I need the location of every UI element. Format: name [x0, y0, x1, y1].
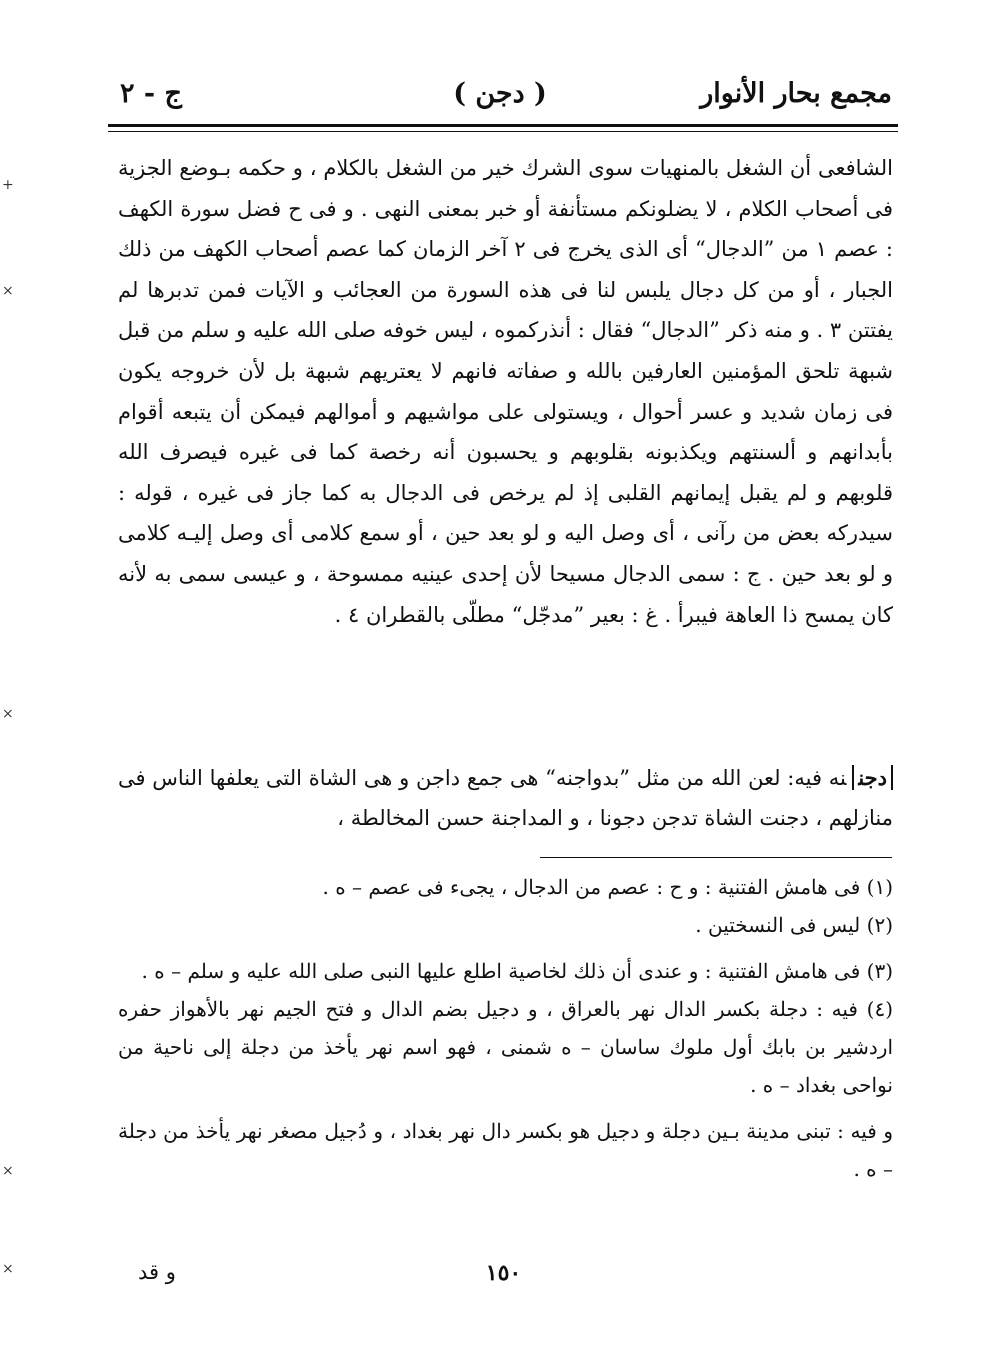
footnote-2: (٢) ليس فى النسختين . — [695, 913, 893, 937]
entry-paragraph — [118, 758, 893, 838]
volume-label: ج - ٢ — [120, 78, 182, 109]
book-title: مجمع بحار الأنوار — [700, 78, 892, 109]
main-paragraph: الشافعى أن الشغل بالمنهيات سوى الشرك خير من الشغل بالكلام ، و حكمه بـوضع الجزية فى أصحاب الكلام ، لا يضلونكم مستأنفة أو خبر بمعنى النهى . و فى ح فضل سورة الكهف : عصم ١ من ”الدجال“ أى الذى يخرج فى ٢ آخر الزمان كما عصم أصحاب الكهف من ذلك الجبار ، أو من كل دجال يلبس لنا فى هذه السورة من العجائب و الآيات فمن تدبرها لم يفتتن ٣ . و منه ذكر ”الدجال“ فقال : أنذركموه ، ليس خوفه صلى الله عليه و سلم من قبل شبهة تلحق المؤمنين العارفين بالله و صفاته فانهم لا يعتريهم شبهة بل لأن خروجه يكون فى زمان شديد و عسر أحوال ، ويستولى على مواشيهم و أموالهم فيمكن أن يتبعه أقوام بأبدانهم و ألسنتهم ويكذبونه بقلوبهم و يحسبون أنه رخصة كما فى غيره فيصرف الله قلوبهم و لم يقبل إيمانهم القلبى إذ لم يرخص فى الدجال به كما جاز فى غيره ، قوله : سيدركه بعض من رآنى ، أى وصل اليه و لو بعد حين ، أو سمع كلامى أى وصل إليـه كلامى و لو بعد حين . ج : سمى الدجال مسيحا لأن إحدى عينيه ممسوحة ، و عيسى سمى به لأنه كان يمسح ذا العاهة فيبرأ . غ : بعير ”مدجّل“ مطلّى بالقطران ٤ . — [118, 156, 893, 627]
footnote-4: (٤) فيه : دجلة بكسر الدال نهر بالعراق ، و دجيل بضم الدال و فتح الجيم نهر بالأهواز حفره اردشير بن بابك أول ملوك ساسان – ه شمنى ، فهو اسم نهر يأخذ من دجلة إلى ناحية من نواحى بغداد – ه . — [118, 997, 893, 1097]
margin-mark: + — [2, 177, 14, 193]
entry-head-word: دجن — [852, 765, 893, 790]
header-rule-thin — [108, 131, 898, 132]
main-text — [118, 148, 893, 635]
footnotes — [118, 868, 893, 1196]
footnote-4-continuation: و فيه : تبنى مدينة بـين دجلة و دجيل هو بكسر دال نهر بغداد ، و دُجيل مصغر نهر يأخذ من دجلة – ه . — [118, 1119, 893, 1181]
dictionary-entry — [118, 758, 893, 838]
catchword: و قد — [138, 1260, 176, 1284]
root-word-heading: ( دجن ) — [453, 78, 547, 109]
running-header — [108, 78, 892, 126]
margin-mark: × — [2, 706, 14, 722]
margin-mark: × — [2, 1163, 14, 1179]
page-number: ١٥٠ — [485, 1260, 522, 1286]
margin-mark: × — [2, 283, 14, 299]
footnote-3: (٣) فى هامش الفتنية : و عندى أن ذلك لخاصية اطلع عليها النبى صلى الله عليه و سلم – ه . — [141, 959, 893, 983]
header-rule-thick — [108, 124, 898, 127]
entry-text: نه فيه: لعن الله من مثل ”بدواجنه“ هى جمع داجن و هى الشاة التى يعلفها الناس فى منازلهم ، دجنت الشاة تدجن دجونا ، و المداجنة حسن المخالطة ، — [118, 766, 893, 830]
footnote-separator — [540, 857, 892, 858]
footnote-1: (١) فى هامش الفتنية : و ح : عصم من الدجال ، يجىء فى عصم – ه . — [322, 875, 893, 899]
margin-mark: × — [2, 1261, 14, 1277]
